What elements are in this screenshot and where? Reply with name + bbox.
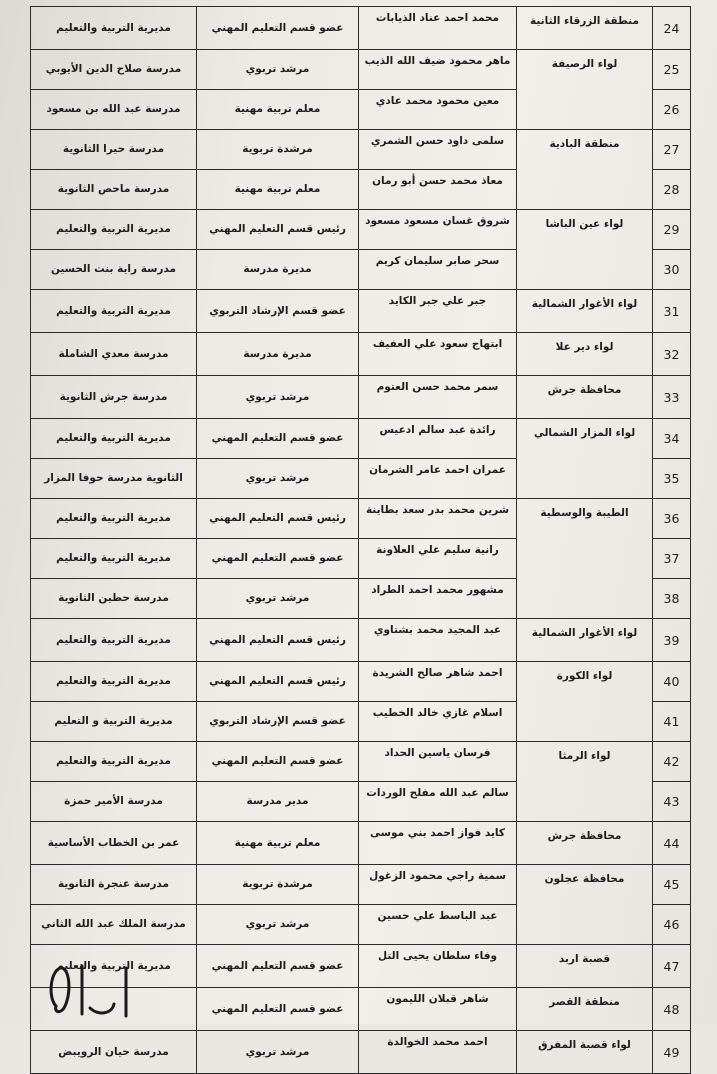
region-cell: لواء الرمثا bbox=[517, 742, 653, 822]
workplace-cell: مديرية التربية و التعليم bbox=[31, 702, 197, 742]
job-cell: عضو قسم التعليم المهني bbox=[197, 988, 359, 1031]
row-number: 34 bbox=[653, 419, 691, 459]
job-cell: رئيس قسم التعليم المهني bbox=[197, 210, 359, 250]
job-cell: رئيس قسم التعليم المهني bbox=[197, 619, 359, 662]
row-number: 48 bbox=[653, 988, 691, 1031]
job-cell: عضو قسم التعليم المهني bbox=[197, 7, 359, 50]
name-cell: وفاء سلطان يحيى التل bbox=[359, 945, 517, 988]
job-cell: عضو قسم الإرشاد التربوي bbox=[197, 290, 359, 333]
name-cell: شاهر قبلان الليمون bbox=[359, 988, 517, 1031]
workplace-cell: مدرسة ماحص الثانوية bbox=[31, 170, 197, 210]
workplace-cell: مديرية التربية والتعليم bbox=[31, 210, 197, 250]
name-cell: عبد المجيد محمد بشتاوي bbox=[359, 619, 517, 662]
table-row bbox=[31, 865, 691, 905]
workplace-cell: مدرسة حطين الثانوية bbox=[31, 579, 197, 619]
region-cell: محافظة جرش bbox=[517, 376, 653, 419]
name-cell: جبر علي جبر الكايد bbox=[359, 290, 517, 333]
table-row bbox=[31, 419, 691, 459]
job-cell: رئيس قسم التعليم المهني bbox=[197, 499, 359, 539]
table-row bbox=[31, 499, 691, 539]
row-number: 37 bbox=[653, 539, 691, 579]
row-number: 46 bbox=[653, 905, 691, 945]
table-row bbox=[31, 619, 691, 662]
region-cell: محافظة عجلون bbox=[517, 865, 653, 945]
name-cell: عمران احمد عامر الشرمان bbox=[359, 459, 517, 499]
name-cell: محمد احمد عناد الذيابات bbox=[359, 7, 517, 50]
table-row bbox=[31, 290, 691, 333]
row-number: 26 bbox=[653, 90, 691, 130]
job-cell: مدير مدرسة bbox=[197, 782, 359, 822]
workplace-cell: مدرسة عنجرة الثانوية bbox=[31, 865, 197, 905]
row-number: 27 bbox=[653, 130, 691, 170]
job-cell: مديرة مدرسة bbox=[197, 250, 359, 290]
name-cell: عبد الباسط علي حسين bbox=[359, 905, 517, 945]
workplace-cell: مدرسة عبد الله بن مسعود bbox=[31, 90, 197, 130]
region-cell: منطقة الزرقاء الثانية bbox=[517, 7, 653, 50]
region-cell: قصبة اربد bbox=[517, 945, 653, 988]
row-number: 39 bbox=[653, 619, 691, 662]
job-cell: مرشد تربوي bbox=[197, 459, 359, 499]
workplace-cell: مديرية التربية والتعليم bbox=[31, 290, 197, 333]
region-cell: لواء الكورة bbox=[517, 662, 653, 742]
name-cell: شروق غسان مسعود مسعود bbox=[359, 210, 517, 250]
table-row bbox=[31, 7, 691, 50]
table-row bbox=[31, 210, 691, 250]
workplace-cell: مدرسة الأمير حمزة bbox=[31, 782, 197, 822]
row-number: 31 bbox=[653, 290, 691, 333]
workplace-cell: مدرسة جرش الثانوية bbox=[31, 376, 197, 419]
row-number: 43 bbox=[653, 782, 691, 822]
job-cell: عضو قسم التعليم المهني bbox=[197, 945, 359, 988]
name-cell: كايد فواز احمد بني موسى bbox=[359, 822, 517, 865]
name-cell: اسلام غازي خالد الخطيب bbox=[359, 702, 517, 742]
region-cell: منطقة البادية bbox=[517, 130, 653, 210]
row-number: 32 bbox=[653, 333, 691, 376]
name-cell: رائدة عبد سالم ادعيس bbox=[359, 419, 517, 459]
region-cell: الطيبة والوسطية bbox=[517, 499, 653, 619]
name-cell: احمد شاهر صالح الشريدة bbox=[359, 662, 517, 702]
workplace-cell: مديرية التربية والتعليم bbox=[31, 742, 197, 782]
name-cell: سمية راجي محمود الزغول bbox=[359, 865, 517, 905]
job-cell: مرشد تربوي bbox=[197, 1031, 359, 1074]
job-cell: مرشدة تربوية bbox=[197, 130, 359, 170]
name-cell: سحر صابر سليمان كريم bbox=[359, 250, 517, 290]
workplace-cell: مدرسة معدي الشاملة bbox=[31, 333, 197, 376]
workplace-cell: مديرية التربية والتعليم bbox=[31, 7, 197, 50]
workplace-cell: مدرسة راية بنت الحسين bbox=[31, 250, 197, 290]
workplace-cell: مدرسة صلاح الدين الأيوبي bbox=[31, 50, 197, 90]
region-cell: لواء الرصيفة bbox=[517, 50, 653, 130]
region-cell: لواء الأغوار الشمالية bbox=[517, 619, 653, 662]
name-cell: سمر محمد حسن العتوم bbox=[359, 376, 517, 419]
row-number: 45 bbox=[653, 865, 691, 905]
row-number: 40 bbox=[653, 662, 691, 702]
handwritten-signature bbox=[42, 958, 137, 1020]
name-cell: رانية سليم علي العلاونة bbox=[359, 539, 517, 579]
row-number: 36 bbox=[653, 499, 691, 539]
name-cell: فرسان ياسين الحداد bbox=[359, 742, 517, 782]
name-cell: مشهور محمد احمد الطراد bbox=[359, 579, 517, 619]
name-cell: معاذ محمد حسن أبو رمان bbox=[359, 170, 517, 210]
job-cell: مرشد تربوي bbox=[197, 579, 359, 619]
job-cell: مرشد تربوي bbox=[197, 50, 359, 90]
job-cell: معلم تربية مهنية bbox=[197, 822, 359, 865]
workplace-cell: الثانوية مدرسة حوفا المزار bbox=[31, 459, 197, 499]
job-cell: رئيس قسم التعليم المهني bbox=[197, 662, 359, 702]
job-cell: معلم تربية مهنية bbox=[197, 90, 359, 130]
row-number: 24 bbox=[653, 7, 691, 50]
workplace-cell: مديرية التربية والتعليم bbox=[31, 945, 197, 988]
region-cell: لواء الأغوار الشمالية bbox=[517, 290, 653, 333]
workplace-cell: مدرسة حيان الرويبض bbox=[31, 1031, 197, 1074]
row-number: 25 bbox=[653, 50, 691, 90]
name-cell: ماهر محمود ضيف الله الذيب bbox=[359, 50, 517, 90]
workplace-cell: مديرية التربية والتعليم bbox=[31, 539, 197, 579]
job-cell: معلم تربية مهنية bbox=[197, 170, 359, 210]
row-number: 38 bbox=[653, 579, 691, 619]
table-row bbox=[31, 822, 691, 865]
job-cell: مرشد تربوي bbox=[197, 905, 359, 945]
table-row bbox=[31, 662, 691, 702]
workplace-cell: مديرية التربية والتعليم bbox=[31, 619, 197, 662]
row-number: 33 bbox=[653, 376, 691, 419]
name-cell: احمد محمد الخوالدة bbox=[359, 1031, 517, 1074]
row-number: 41 bbox=[653, 702, 691, 742]
row-number: 49 bbox=[653, 1031, 691, 1074]
name-cell: ابتهاج سعود علي العفيف bbox=[359, 333, 517, 376]
region-cell: محافظة جرش bbox=[517, 822, 653, 865]
table-row bbox=[31, 333, 691, 376]
workplace-cell: مديرية التربية والتعليم bbox=[31, 419, 197, 459]
table-row bbox=[31, 376, 691, 419]
row-number: 28 bbox=[653, 170, 691, 210]
name-cell: سلمى داود حسن الشمري bbox=[359, 130, 517, 170]
region-cell: لواء المزار الشمالي bbox=[517, 419, 653, 499]
row-number: 44 bbox=[653, 822, 691, 865]
job-cell: عضو قسم التعليم المهني bbox=[197, 539, 359, 579]
region-cell: منطقة القصر bbox=[517, 988, 653, 1031]
row-number: 35 bbox=[653, 459, 691, 499]
workplace-cell: مدرسة حيرا الثانوية bbox=[31, 130, 197, 170]
job-cell: عضو قسم الإرشاد التربوي bbox=[197, 702, 359, 742]
name-cell: شرين محمد بدر سعد بطاينة bbox=[359, 499, 517, 539]
table-row bbox=[31, 742, 691, 782]
region-cell: لواء قصبة المفرق bbox=[517, 1031, 653, 1074]
row-number: 47 bbox=[653, 945, 691, 988]
name-cell: معين محمود محمد عادي bbox=[359, 90, 517, 130]
job-cell: عضو قسم التعليم المهني bbox=[197, 742, 359, 782]
workplace-cell: مديرية التربية والتعليم bbox=[31, 662, 197, 702]
region-cell: لواء عين الباشا bbox=[517, 210, 653, 290]
job-cell: مديرة مدرسة bbox=[197, 333, 359, 376]
table-row bbox=[31, 130, 691, 170]
workplace-cell: مديرية التربية والتعليم bbox=[31, 499, 197, 539]
job-cell: مرشدة تربوية bbox=[197, 865, 359, 905]
job-cell: مرشد تربوي bbox=[197, 376, 359, 419]
region-cell: لواء دير علا bbox=[517, 333, 653, 376]
row-number: 30 bbox=[653, 250, 691, 290]
table-row bbox=[31, 50, 691, 90]
job-cell: عضو قسم التعليم المهني bbox=[197, 419, 359, 459]
row-number: 42 bbox=[653, 742, 691, 782]
workplace-cell: مدرسة الملك عبد الله الثاني bbox=[31, 905, 197, 945]
workplace-cell: عمر بن الخطاب الأساسية bbox=[31, 822, 197, 865]
row-number: 29 bbox=[653, 210, 691, 250]
staff-table bbox=[30, 6, 691, 1074]
table-row bbox=[31, 1031, 691, 1074]
name-cell: سالم عبد الله مفلح الوردات bbox=[359, 782, 517, 822]
